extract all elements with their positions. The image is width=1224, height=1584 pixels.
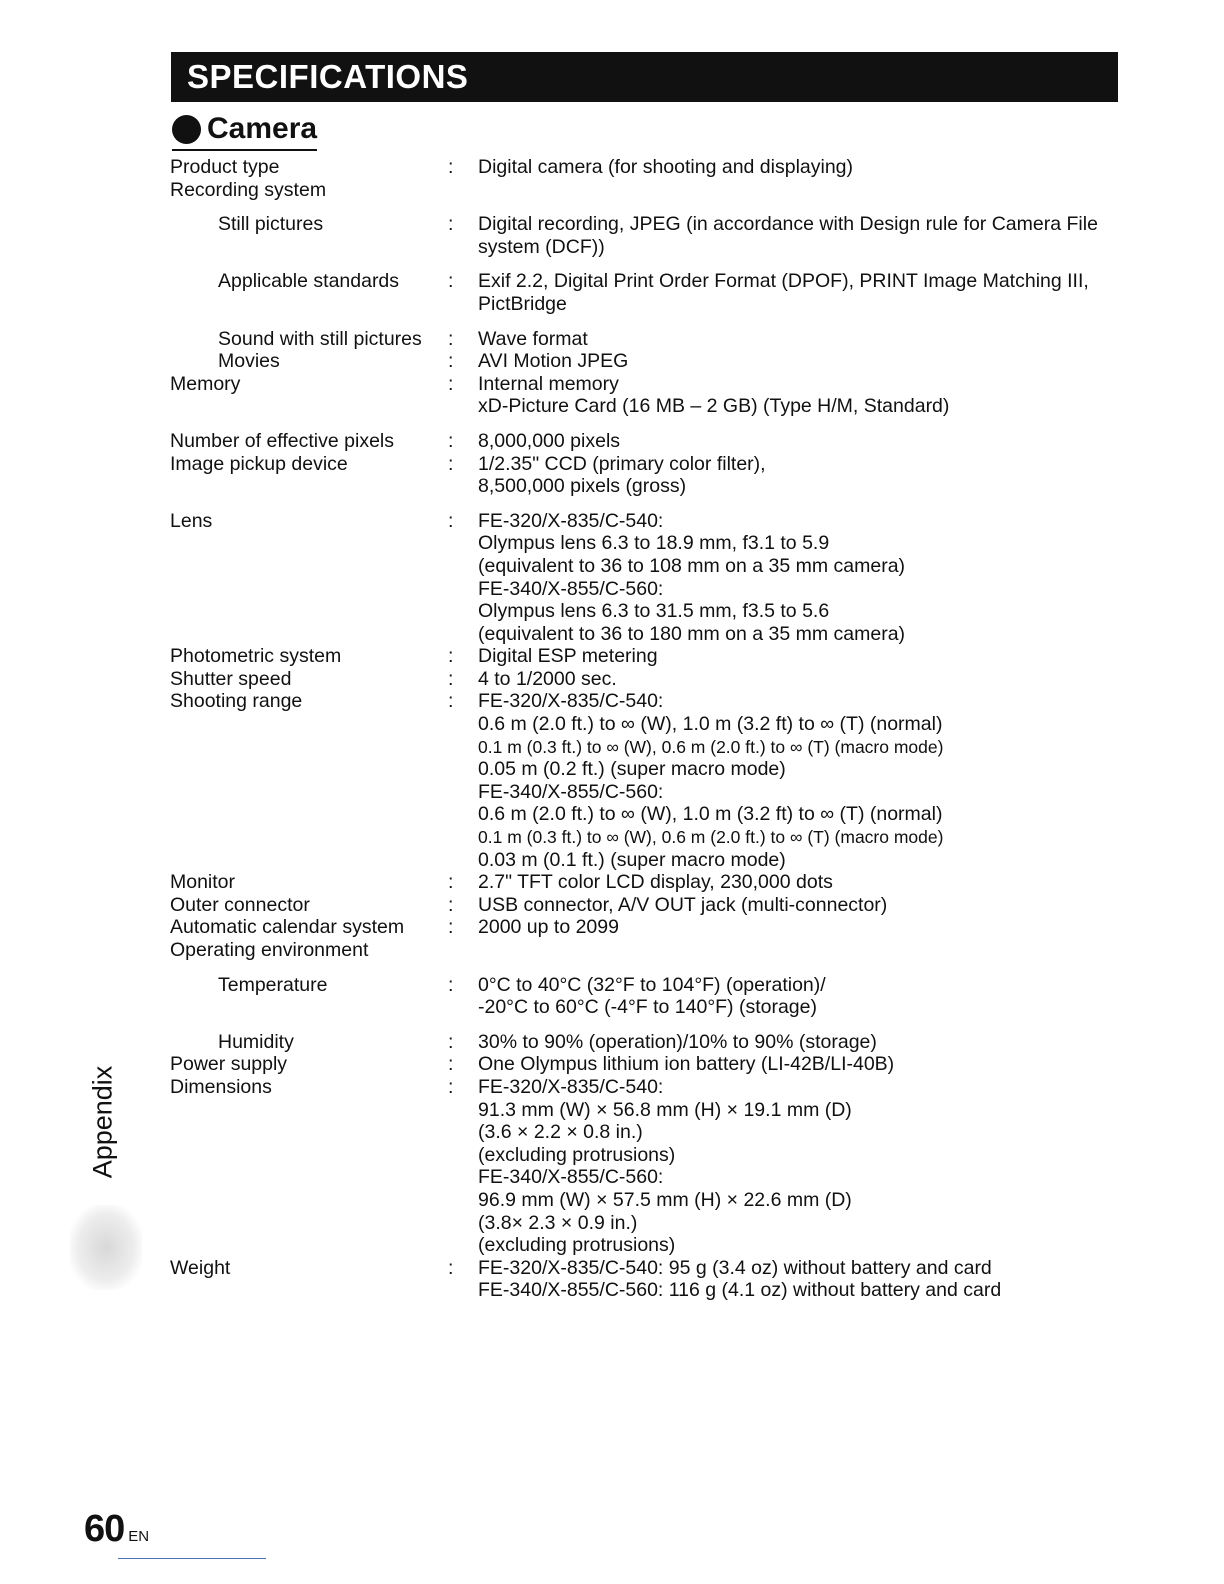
spec-value-line: 0.6 m (2.0 ft.) to ∞ (W), 1.0 m (3.2 ft) to ∞ (T) (normal) (478, 713, 943, 736)
spec-label: Sound with still pictures (218, 327, 422, 350)
spec-value-line: xD-Picture Card (16 MB – 2 GB) (Type H/M, Standard) (478, 395, 950, 418)
spec-value (478, 328, 1130, 351)
spec-value-line: One Olympus lithium ion battery (LI-42B/LI-40B) (478, 1053, 895, 1076)
spec-row (170, 453, 1130, 498)
spec-value-line: 1/2.35" CCD (primary color filter), (478, 452, 766, 475)
spec-label: Photometric system (170, 645, 342, 668)
spec-label: Lens (170, 509, 213, 532)
spec-value-line: 8,500,000 pixels (gross) (478, 475, 687, 498)
page-number: 60 (84, 1508, 125, 1550)
spec-row (170, 690, 1130, 871)
spec-value-line: (equivalent to 36 to 108 mm on a 35 mm camera) (478, 554, 906, 577)
spec-value (478, 690, 1130, 871)
spec-row (170, 1031, 1130, 1054)
spec-label: Operating environment (170, 939, 369, 961)
spec-label: Weight (170, 1256, 231, 1279)
page-title: SPECIFICATIONS (187, 58, 469, 95)
spec-label: Movies (218, 350, 280, 373)
spec-separator: : (448, 645, 454, 668)
section-heading (172, 111, 317, 151)
spec-row (170, 213, 1130, 258)
language-code: EN (128, 1528, 150, 1545)
spec-value (478, 270, 1130, 315)
spec-row (170, 179, 1130, 202)
spec-label: Power supply (170, 1053, 288, 1076)
spec-separator (448, 179, 478, 202)
spec-separator: : (448, 690, 454, 713)
spec-value-line: (equivalent to 36 to 180 mm on a 35 mm camera) (478, 622, 906, 645)
spec-separator: : (448, 429, 454, 452)
spec-label: Still pictures (218, 213, 324, 236)
spec-row (170, 668, 1130, 691)
spec-value (478, 668, 1130, 691)
spec-separator: : (448, 327, 454, 350)
spec-value (478, 156, 1130, 179)
spec-label: Shutter speed (170, 667, 292, 690)
spec-row (170, 1053, 1130, 1076)
footer-rule (118, 1558, 266, 1559)
spec-separator: : (448, 973, 454, 996)
spec-row (170, 974, 1130, 1019)
spec-value (478, 1257, 1130, 1302)
spec-value-line: 0.05 m (0.2 ft.) (super macro mode) (478, 758, 786, 781)
spec-value-line: FE-340/X-855/C-560: (478, 1166, 664, 1189)
spec-value (478, 939, 1130, 962)
spec-label: Humidity (218, 1030, 294, 1053)
spec-value (478, 645, 1130, 668)
spec-value-line: 0.1 m (0.3 ft.) to ∞ (W), 0.6 m (2.0 ft.) to ∞ (T) (macro mode) (478, 827, 944, 848)
spec-value-line: Olympus lens 6.3 to 18.9 mm, f3.1 to 5.9 (478, 532, 830, 555)
spec-row (170, 350, 1130, 373)
spec-value (478, 916, 1130, 939)
side-tab (68, 1060, 138, 1190)
spec-value-line: FE-320/X-835/C-540: (478, 509, 664, 532)
spec-value-line: 30% to 90% (operation)/10% to 90% (storage) (478, 1030, 877, 1053)
spec-separator: : (448, 452, 454, 475)
spec-separator: : (448, 1053, 454, 1076)
spec-separator: : (448, 213, 454, 236)
spec-value-line: 0.6 m (2.0 ft.) to ∞ (W), 1.0 m (3.2 ft) to ∞ (T) (normal) (478, 803, 943, 826)
spec-value-line: FE-320/X-835/C-540: 95 g (3.4 oz) without battery and card (478, 1256, 992, 1279)
spec-label: Applicable standards (218, 270, 400, 293)
spec-value (478, 430, 1130, 453)
spec-separator: : (448, 871, 454, 894)
spec-value-line: 4 to 1/2000 sec. (478, 667, 617, 690)
spec-value (478, 1031, 1130, 1054)
spec-value (478, 871, 1130, 894)
spec-value-line: 0.1 m (0.3 ft.) to ∞ (W), 0.6 m (2.0 ft.) to ∞ (T) (macro mode) (478, 736, 944, 757)
spec-value-line: Internal memory (478, 372, 619, 395)
spec-separator: : (448, 667, 454, 690)
spec-value-line: 96.9 mm (W) × 57.5 mm (H) × 22.6 mm (D) (478, 1188, 852, 1211)
spec-value (478, 373, 1130, 418)
spec-separator (448, 939, 478, 962)
spec-value-line: USB connector, A/V OUT jack (multi-connector) (478, 893, 888, 916)
spec-label: Product type (170, 156, 280, 178)
specs-table (170, 156, 1130, 1302)
spec-value-line: 8,000,000 pixels (478, 429, 621, 452)
side-tab-label: Appendix (87, 1065, 118, 1179)
spec-row (170, 510, 1130, 646)
spec-value-line: Exif 2.2, Digital Print Order Format (DPOF), PRINT Image Matching III, (478, 270, 1089, 293)
spec-value-line: AVI Motion JPEG (478, 350, 629, 373)
spec-value (478, 894, 1130, 917)
spec-value (478, 1053, 1130, 1076)
spec-separator: : (448, 509, 454, 532)
spec-value-line: (excluding protrusions) (478, 1234, 676, 1257)
spec-value (478, 350, 1130, 373)
spec-value (478, 179, 1130, 202)
spec-row (170, 1257, 1130, 1302)
spec-row (170, 894, 1130, 917)
spec-value-line: Digital ESP metering (478, 645, 658, 668)
spec-separator: : (448, 916, 454, 939)
spec-row (170, 270, 1130, 315)
spec-value-line: Digital recording, JPEG (in accordance with Design rule for Camera File (478, 213, 1098, 236)
spec-value-line: (3.8× 2.3 × 0.9 in.) (478, 1211, 638, 1234)
spec-value (478, 1076, 1130, 1257)
spec-label: Automatic calendar system (170, 916, 405, 939)
spec-separator: : (448, 1030, 454, 1053)
spec-row (170, 871, 1130, 894)
spec-value (478, 510, 1130, 646)
spec-value-line: 0.03 m (0.1 ft.) (super macro mode) (478, 848, 786, 871)
spec-separator: : (448, 156, 454, 178)
side-tab-shade (70, 1205, 142, 1290)
spec-value-line: FE-340/X-855/C-560: (478, 780, 664, 803)
spec-value-line: FE-320/X-835/C-540: (478, 690, 664, 713)
spec-value-line: 2000 up to 2099 (478, 916, 619, 939)
spec-row (170, 430, 1130, 453)
spec-row (170, 939, 1130, 962)
spec-separator: : (448, 893, 454, 916)
spec-label: Number of effective pixels (170, 429, 394, 452)
spec-separator: : (448, 1075, 454, 1098)
bullet-icon (172, 115, 201, 144)
spec-label: Shooting range (170, 690, 303, 713)
spec-value-line: 0°C to 40°C (32°F to 104°F) (operation)/ (478, 973, 826, 996)
spec-label: Monitor (170, 871, 236, 894)
section-title: Camera (207, 112, 318, 145)
page-footer (84, 1508, 149, 1551)
spec-label: Memory (170, 372, 241, 395)
spec-label: Dimensions (170, 1075, 272, 1098)
spec-separator: : (448, 270, 454, 293)
spec-value (478, 213, 1130, 258)
spec-value-line: FE-320/X-835/C-540: (478, 1075, 664, 1098)
spec-value (478, 974, 1130, 1019)
spec-value-line: 91.3 mm (W) × 56.8 mm (H) × 19.1 mm (D) (478, 1098, 852, 1121)
spec-label: Outer connector (170, 893, 310, 916)
spec-value-line: FE-340/X-855/C-560: 116 g (4.1 oz) without battery and card (478, 1279, 1002, 1302)
spec-row (170, 645, 1130, 668)
page-header-banner (171, 52, 1118, 102)
spec-row (170, 1076, 1130, 1257)
spec-row (170, 916, 1130, 939)
spec-label: Image pickup device (170, 452, 348, 475)
spec-value-line: (excluding protrusions) (478, 1143, 676, 1166)
spec-value-line: Wave format (478, 327, 588, 350)
spec-value-line: system (DCF)) (478, 235, 605, 258)
spec-row (170, 328, 1130, 351)
spec-value-line: Olympus lens 6.3 to 31.5 mm, f3.5 to 5.6 (478, 600, 830, 623)
spec-value-line: Digital camera (for shooting and displaying) (478, 156, 854, 178)
spec-value-line: (3.6 × 2.2 × 0.8 in.) (478, 1121, 643, 1144)
spec-value-line: 2.7" TFT color LCD display, 230,000 dots (478, 871, 833, 894)
spec-label: Temperature (218, 973, 328, 996)
spec-label: Recording system (170, 178, 327, 201)
spec-separator: : (448, 350, 454, 373)
spec-value-line: PictBridge (478, 292, 567, 315)
spec-row (170, 373, 1130, 418)
spec-value-line: -20°C to 60°C (-4°F to 140°F) (storage) (478, 996, 817, 1019)
spec-value-line: FE-340/X-855/C-560: (478, 577, 664, 600)
spec-value (478, 453, 1130, 498)
spec-row (170, 156, 1130, 179)
spec-separator: : (448, 372, 454, 395)
spec-separator: : (448, 1256, 454, 1279)
